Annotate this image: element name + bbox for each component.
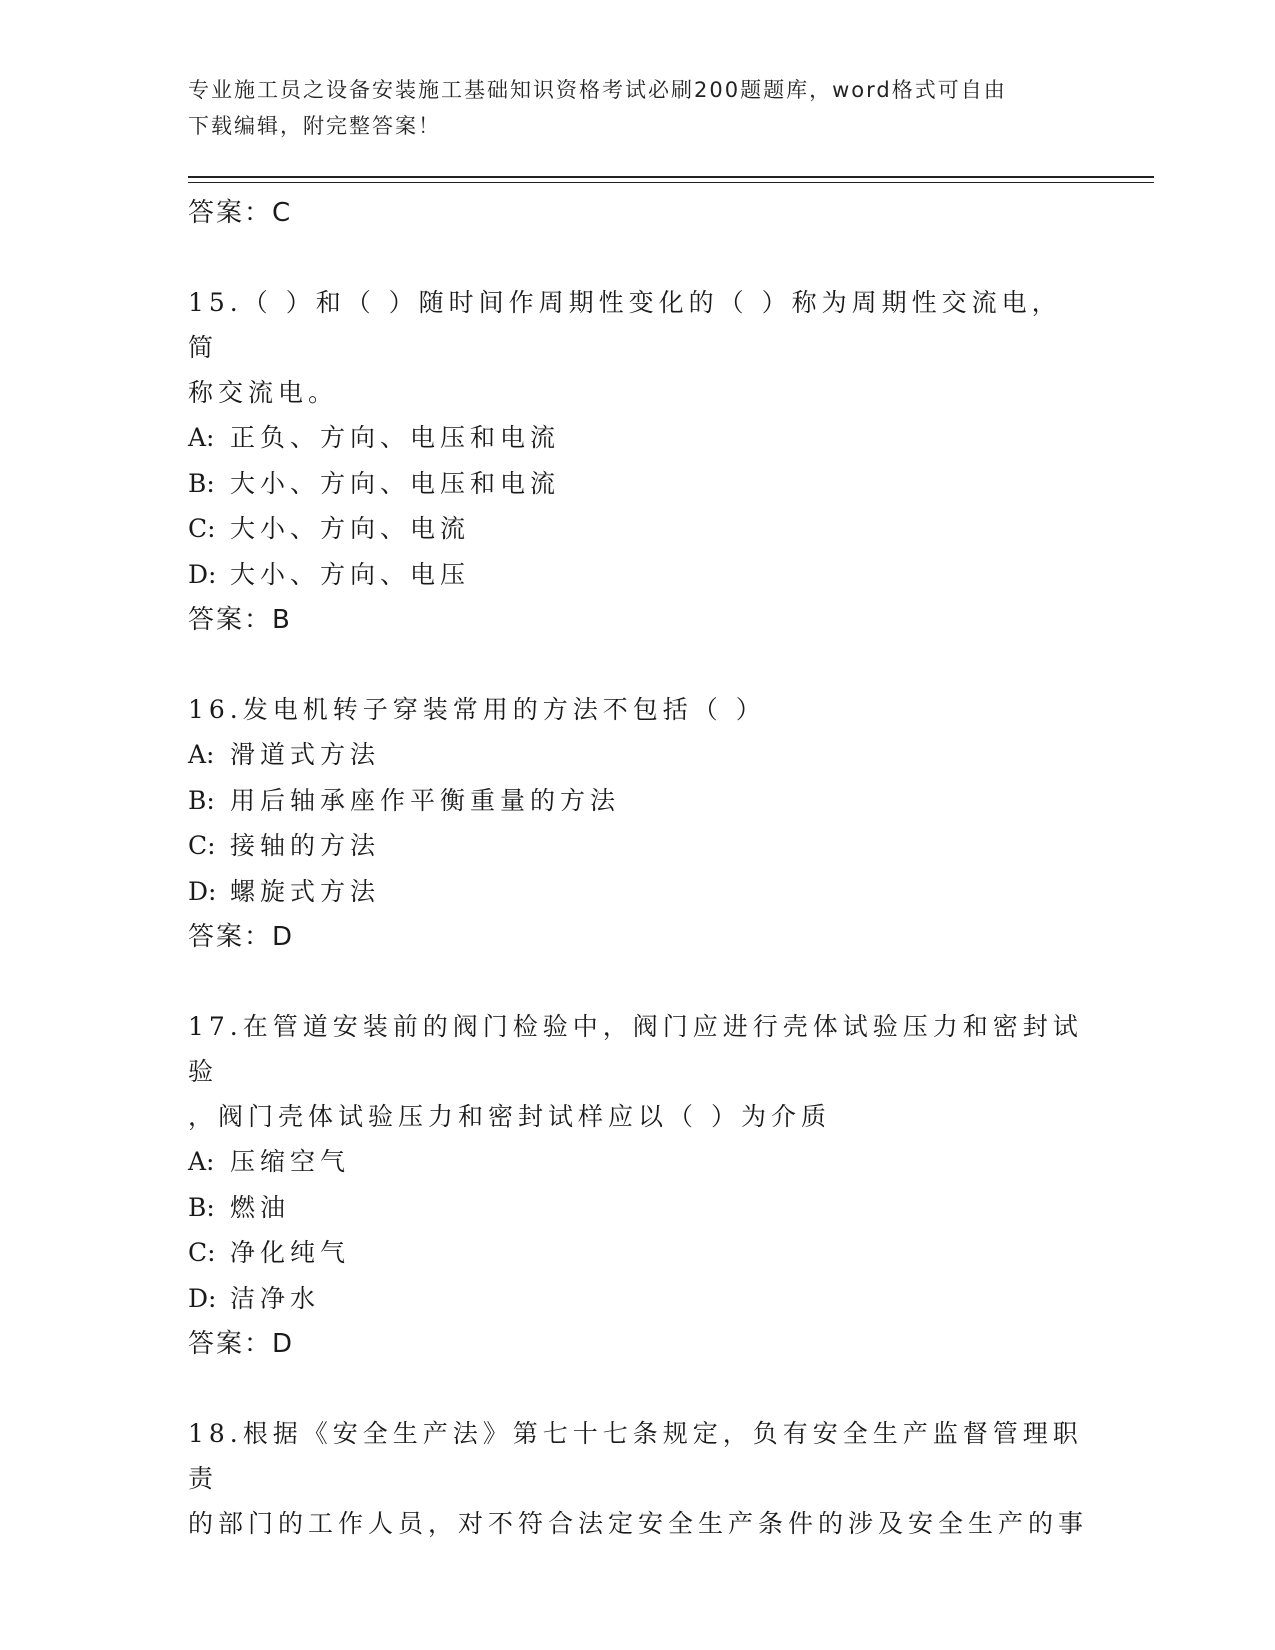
option-text: 正负、方向、电压和电流	[230, 423, 561, 452]
option-letter: D:	[188, 876, 217, 906]
option-c	[188, 1230, 1088, 1276]
option-b	[188, 778, 1088, 824]
question-stem-line: 17.在管道安装前的阀门检验中，阀门应进行壳体试验压力和密封试验	[188, 1012, 1083, 1086]
option-text: 大小、方向、电流	[230, 514, 471, 543]
header-divider-thin	[188, 182, 1154, 183]
option-text: 燃油	[230, 1192, 291, 1222]
question-stem-line: 的部门的工作人员，对不符合法定安全生产条件的涉及安全生产的事	[188, 1509, 1089, 1538]
question-17	[188, 1004, 1088, 1367]
question-stem-line: 18.根据《安全生产法》第七十七条规定，负有安全生产监督管理职责	[188, 1419, 1083, 1493]
option-text: 螺旋式方法	[230, 876, 381, 906]
option-text: 滑道式方法	[230, 740, 381, 769]
option-a	[188, 732, 1088, 778]
option-letter: C:	[188, 1238, 216, 1267]
question-stem-line: ，阀门壳体试验压力和密封试样应以（ ）为介质	[188, 1102, 831, 1131]
question-15	[188, 280, 1088, 643]
option-letter: A:	[188, 1147, 215, 1176]
option-d	[188, 1276, 1088, 1322]
answer-line: 答案：D	[188, 922, 295, 952]
option-d	[188, 552, 1088, 598]
option-d	[188, 869, 1088, 915]
question-18	[188, 1411, 1088, 1546]
question-list	[188, 186, 1088, 1546]
option-letter: B:	[188, 785, 215, 815]
option-letter: B:	[188, 1192, 215, 1222]
document-header	[188, 72, 1068, 144]
option-c	[188, 506, 1088, 552]
option-b	[188, 461, 1088, 507]
header-line-2: 下载编辑，附完整答案！	[188, 114, 441, 138]
question-stem-line: 16.发电机转子穿装常用的方法不包括（ ）	[188, 695, 766, 724]
header-line-1: 专业施工员之设备安装施工基础知识资格考试必刷200题题库，word格式可自由	[188, 78, 1007, 102]
option-c	[188, 823, 1088, 869]
option-text: 净化纯气	[230, 1238, 351, 1267]
option-a	[188, 1139, 1088, 1185]
option-b	[188, 1185, 1088, 1231]
option-text: 大小、方向、电压	[230, 559, 471, 589]
option-letter: C:	[188, 514, 216, 543]
option-letter: A:	[188, 423, 215, 452]
option-letter: D:	[188, 559, 217, 589]
option-letter: D:	[188, 1283, 217, 1313]
option-text: 接轴的方法	[230, 831, 381, 860]
option-text: 大小、方向、电压和电流	[230, 468, 561, 498]
option-letter: B:	[188, 468, 215, 498]
option-letter: C:	[188, 831, 216, 860]
header-divider-thick	[188, 176, 1154, 178]
question-stem-line: 15.（ ）和（ ）随时间作周期性变化的（ ）称为周期性交流电，简	[188, 288, 1062, 362]
option-text: 用后轴承座作平衡重量的方法	[230, 785, 621, 815]
question-16	[188, 687, 1088, 960]
answer-line: 答案：B	[188, 605, 292, 635]
question-stem-line: 称交流电。	[188, 378, 339, 407]
answer-line: 答案：C	[188, 198, 293, 228]
option-letter: A:	[188, 740, 215, 769]
option-text: 洁净水	[230, 1283, 321, 1313]
answer-line: 答案：D	[188, 1329, 295, 1359]
option-text: 压缩空气	[230, 1147, 351, 1176]
option-a	[188, 415, 1088, 461]
